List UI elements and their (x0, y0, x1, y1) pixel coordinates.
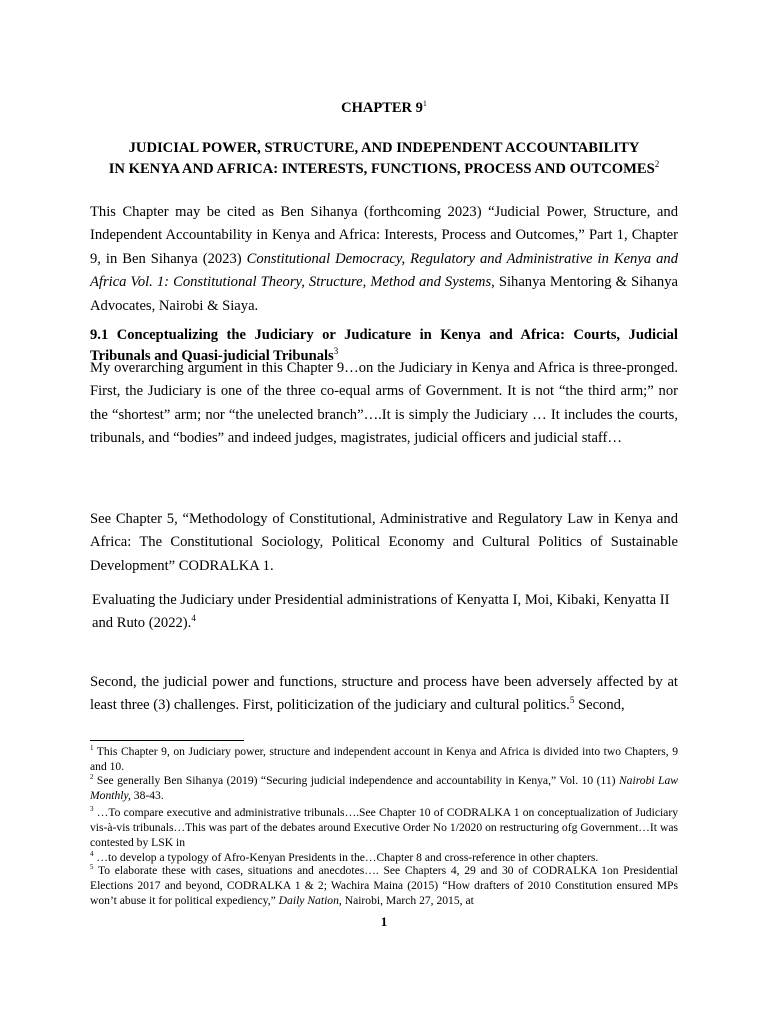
second-challenges-tail: Second, (574, 697, 625, 714)
argument-paragraph: My overarching argument in this Chapter 9…on the Judiciary in Kenya and Africa is three-pronged. First, the Judiciary is one of the three co-equal arms of Government. It is not “the third arm;” nor the “shortest” arm; nor “the unelected branch”….It is simply the Judiciary … It includes the courts, tribunals, and “bodies” and indeed judges, magistrates, judicial officers and judicial staff… (90, 360, 678, 447)
footnote-ref-2[interactable]: 2 (654, 159, 660, 170)
footnote-separator (90, 740, 244, 741)
citation-paragraph (90, 201, 678, 318)
footnote-2-number: 2 (90, 773, 94, 782)
chapter-title (60, 138, 708, 180)
chapter-title-line-2: IN KENYA AND AFRICA: INTERESTS, FUNCTIONS, PROCESS AND OUTCOMES (108, 161, 655, 177)
footnote-5-number: 5 (90, 863, 94, 872)
footnote-5 (90, 864, 678, 908)
chapter-label-text: CHAPTER 9 (341, 100, 423, 116)
footnote-5-text: To elaborate these with cases, situations and anecdotes…. See Chapters 4, 29 and 30 of CODRALKA 1on Presidential Elections 2017 and beyond, CODRALKA 1 & 2; Wachira Maina (2015) “How drafters of 2010 Constitution ensured MPs won’t abuse it for political expediency,” (90, 864, 678, 907)
footnote-2 (90, 774, 678, 804)
see-chapter-paragraph: See Chapter 5, “Methodology of Constitutional, Administrative and Regulatory Law in Kenya and Africa: The Constitutional Sociology, Political Economy and Cultural Politics of Sustainable Development” CODRALKA 1. (90, 511, 678, 574)
footnote-1-text: This Chapter 9, on Judiciary power, structure and independent account in Kenya and Africa is divided into two Chapters, 9 and 10. (90, 745, 678, 773)
footnote-5-newspaper: Daily Nation, (278, 893, 342, 907)
footnote-3-text: …To compare executive and administrative tribunals….See Chapter 10 of CODRALKA 1 on conceptualization of Judiciary vis-à-vis tribunals…This was part of the debates around Executive Order No 1/2020 on restructuring ofg Government…It was contested by LSK in (90, 806, 678, 849)
footnote-2-journal: Nairobi Law Monthly, (90, 774, 678, 802)
footnote-3-number: 3 (90, 805, 94, 814)
second-challenges-paragraph (90, 671, 678, 718)
footnote-2-pages: 38-43. (130, 788, 164, 802)
footnote-1 (90, 745, 678, 775)
footnote-ref-5[interactable]: 5 (569, 695, 575, 706)
footnote-ref-4[interactable]: 4 (191, 613, 196, 624)
footnote-4-number: 4 (90, 850, 94, 859)
citation-lead: This Chapter may be cited as Ben Sihanya (forthcoming 2023) “Judicial Power, Structure, and Independent Accountability in Kenya and Africa: Interests, Process and Outcomes,” Part 1, Chapter 9, in Ben Sihanya (2023) (90, 204, 678, 267)
footnote-5-tail: Nairobi, March 27, 2015, at (341, 893, 474, 907)
footnote-4-text: …to develop a typology of Afro-Kenyan Presidents in the…Chapter 8 and cross-reference in other chapters. (93, 851, 599, 864)
footnote-ref-3[interactable]: 3 (333, 346, 339, 357)
chapter-title-line-1: JUDICIAL POWER, STRUCTURE, AND INDEPENDENT ACCOUNTABILITY (128, 140, 640, 156)
evaluation-text: Evaluating the Judiciary under Presidential administrations of Kenyatta I, Moi, Kibaki, Kenyatta II and Ruto (2022). (92, 592, 670, 632)
footnote-1-number: 1 (90, 744, 94, 753)
footnote-3 (90, 806, 678, 850)
footnote-ref-1[interactable]: 1 (422, 99, 427, 109)
page-number: 1 (380, 914, 388, 929)
second-challenges-text: Second, the judicial power and functions, structure and process have been adversely affected by at least three (3) challenges. First, politicization of the judiciary and cultural politics. (90, 674, 678, 714)
chapter-label (0, 100, 768, 117)
evaluation-paragraph (92, 589, 680, 636)
section-heading-text: 9.1 Conceptualizing the Judiciary or Judicature in Kenya and Africa: Courts, Judicial Tribunals and Quasi-judicial Tribunals (90, 327, 678, 364)
footnote-2-text: See generally Ben Sihanya (2019) “Securing judicial independence and accountability in Kenya,” Vol. 10 (11) (93, 774, 619, 787)
citation-tail: Sihanya Mentoring & Sihanya Advocates, Nairobi & Siaya. (90, 274, 678, 314)
citation-book-title: Constitutional Democracy, Regulatory and Administrative in Kenya and Africa Vol. 1: Constitutional Theory, Structure, Method and Systems, (90, 250, 678, 291)
